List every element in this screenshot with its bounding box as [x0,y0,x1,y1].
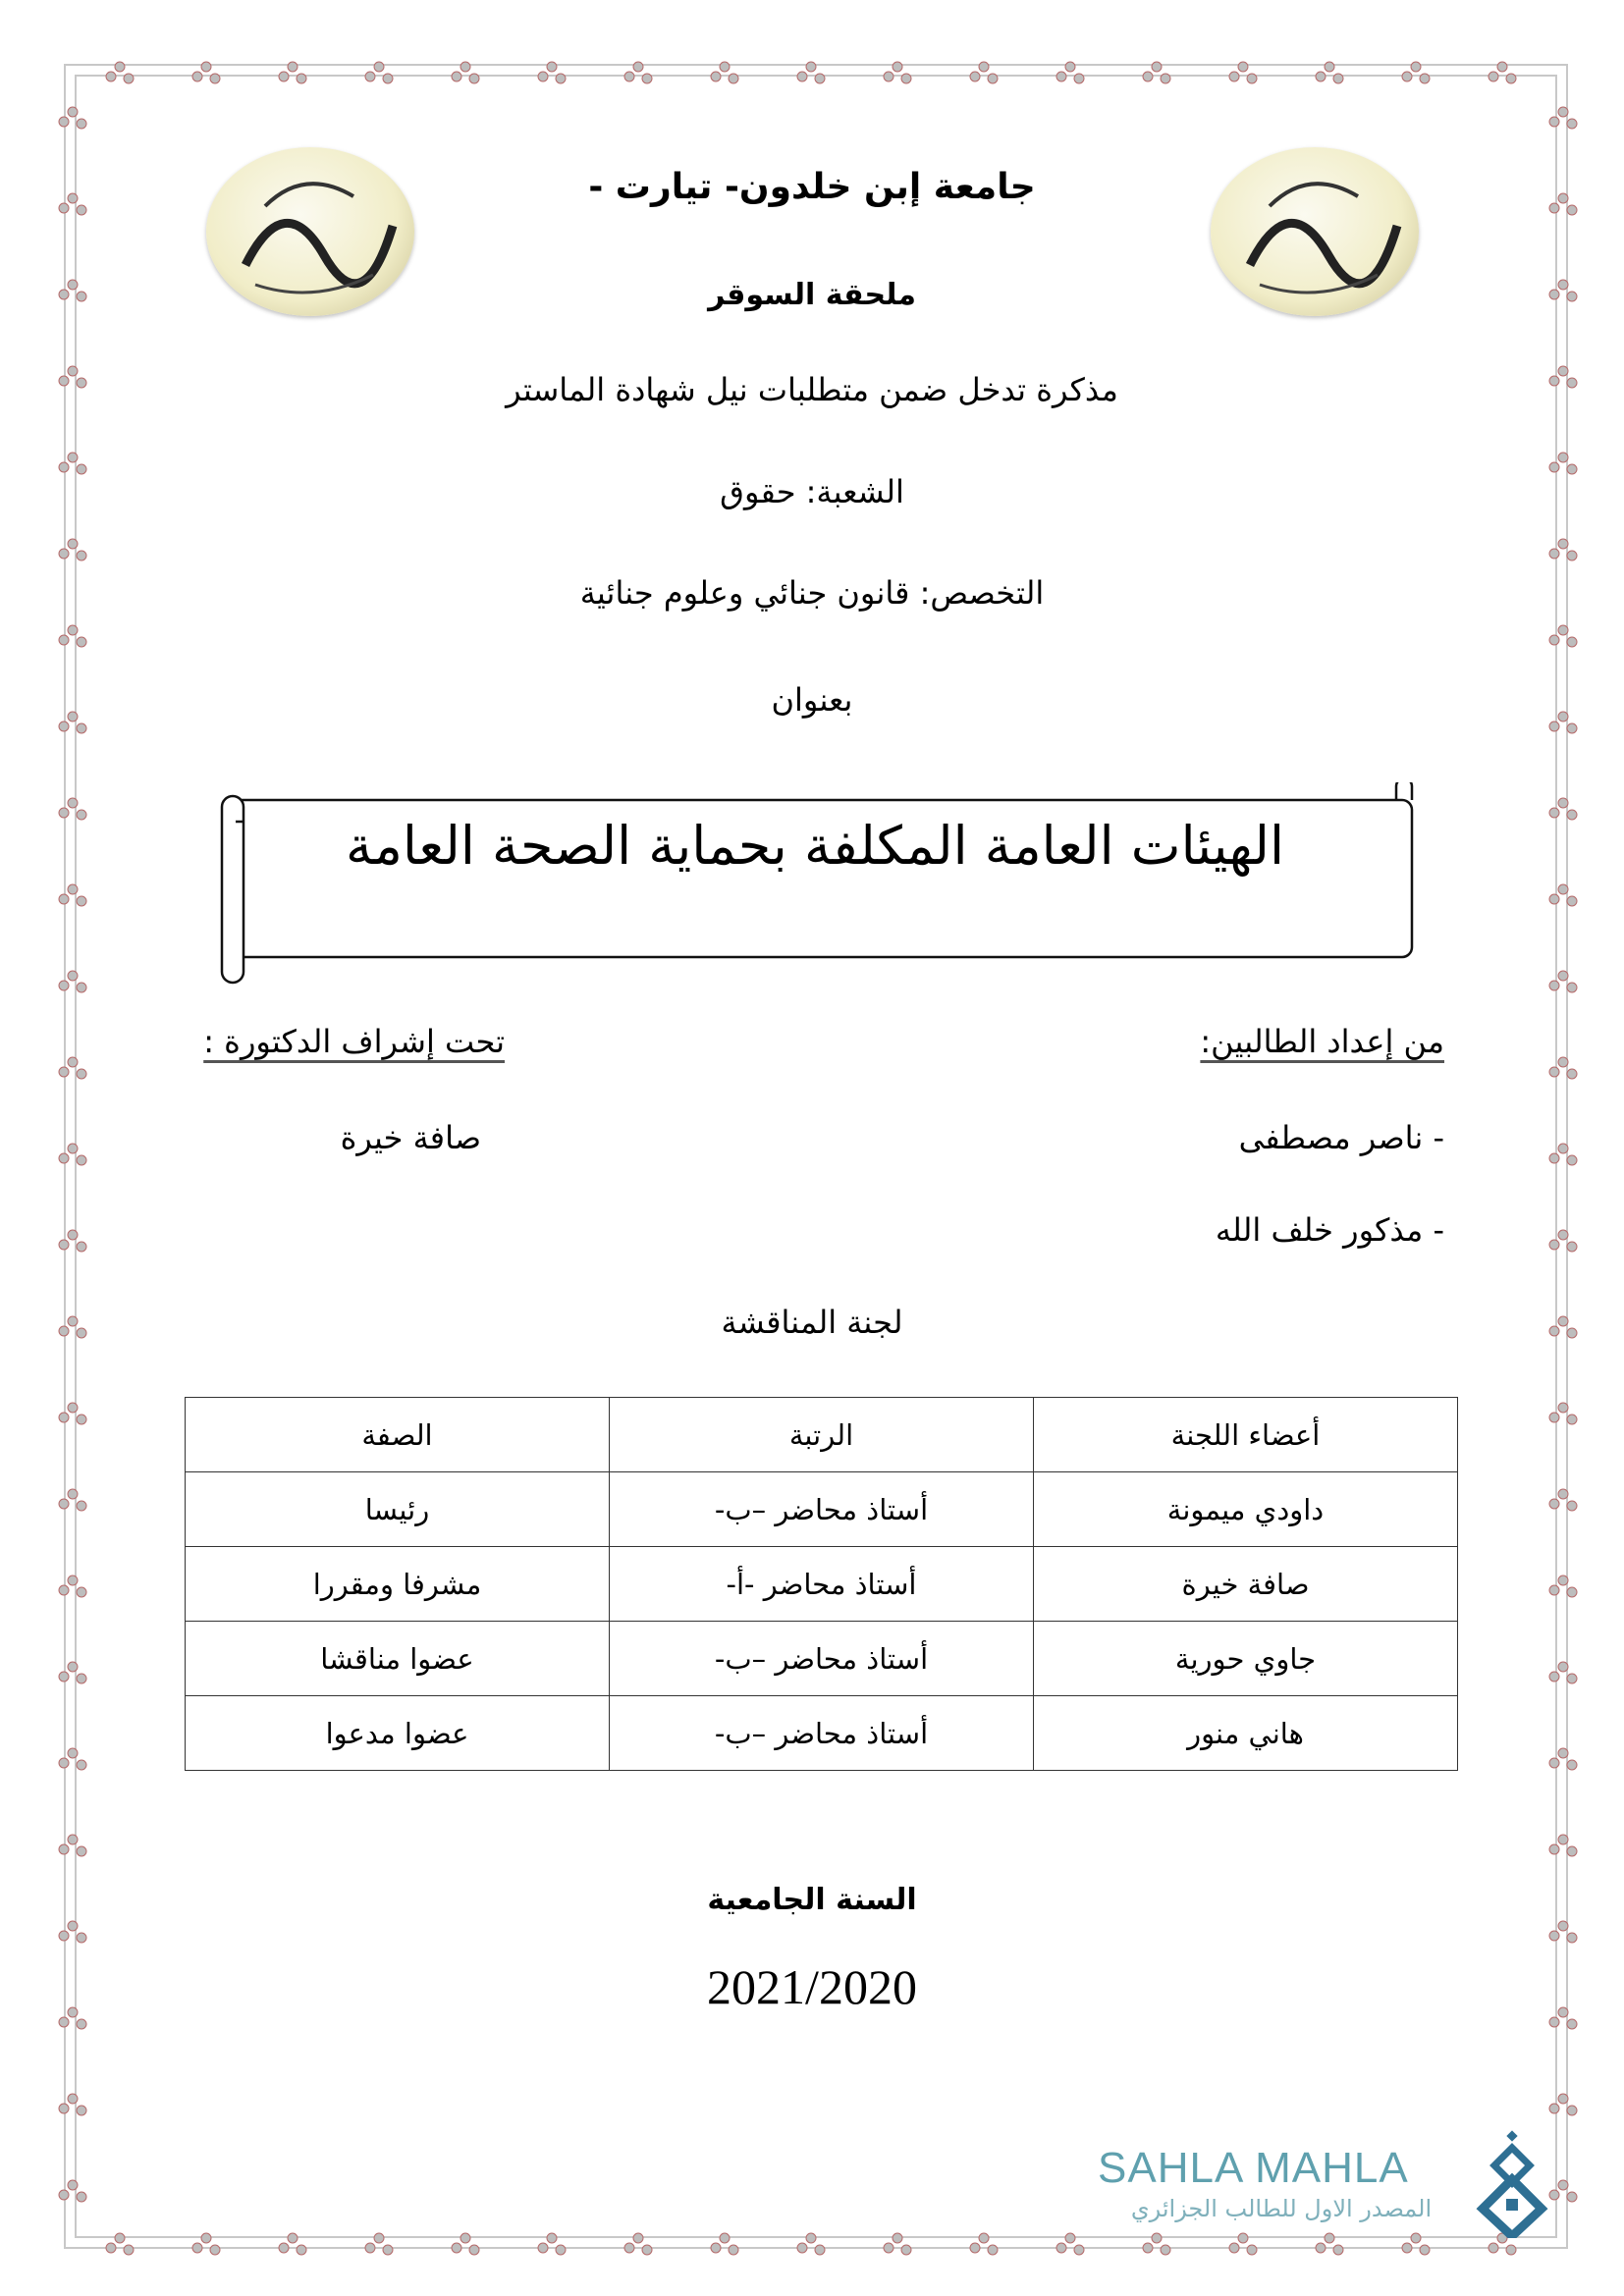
border-dot [77,551,86,561]
border-dot [538,72,548,81]
supervisor-label: تحت إشراف الدكتورة : [203,1023,505,1060]
border-dot [1056,2243,1066,2253]
border-dot [1074,74,1084,83]
border-dot [201,62,211,72]
border-dot [374,2233,384,2243]
border-dot [1567,2019,1577,2029]
border-dot [970,72,980,81]
border-dot [1229,72,1239,81]
author-name: - مذكور خلف الله [1215,1211,1444,1249]
border-dot [59,2104,69,2113]
border-dot [59,635,69,645]
border-dot [1567,723,1577,733]
member-name: هاني منور [1034,1696,1458,1771]
column-header: الصفة [186,1398,610,1472]
border-dot [1229,2243,1239,2253]
border-dot [1549,2104,1559,2113]
border-dot [452,72,461,81]
border-dot [1549,117,1559,127]
border-dot [59,2190,69,2200]
watermark-brand: SAHLA MAHLA [1098,2144,1409,2192]
border-dot [59,1413,69,1422]
border-dot [1567,896,1577,906]
border-dot [1567,2192,1577,2202]
border-dot [547,2233,557,2243]
border-dot [979,62,989,72]
border-dot [68,453,78,462]
border-dot [115,2233,125,2243]
border-dot [124,2245,134,2255]
border-dot [288,62,298,72]
border-dot [1549,1931,1559,1941]
border-dot [1316,72,1326,81]
border-dot [1558,2180,1568,2190]
border-dot [1567,1674,1577,1683]
border-dot [1420,2245,1430,2255]
border-dot [720,2233,730,2243]
border-dot [1506,2245,1516,2255]
border-dot [1549,549,1559,559]
border-dot [1402,2243,1412,2253]
border-dot [1549,981,1559,990]
border-dot [1143,2243,1153,2253]
border-dot [1402,72,1412,81]
border-dot [729,2245,738,2255]
border-dot [633,2233,643,2243]
border-dot [59,981,69,990]
border-dot [1333,2245,1343,2255]
border-dot [1549,1585,1559,1595]
border-dot [77,1846,86,1856]
border-dot [988,74,998,83]
border-dot [59,117,69,127]
border-dot [1558,625,1568,635]
border-dot [124,74,134,83]
table-header-row [186,1398,1458,1472]
border-dot [68,1403,78,1413]
border-dot [77,1155,86,1165]
border-dot [77,2192,86,2202]
border-dot [1152,62,1162,72]
border-dot [77,810,86,820]
border-dot [1549,1153,1559,1163]
author-name: - ناصر مصطفى [1238,1119,1444,1156]
border-dot [77,637,86,647]
border-dot [1558,1921,1568,1931]
border-dot [77,1760,86,1770]
column-header: أعضاء اللجنة [1034,1398,1458,1472]
border-dot [1161,2245,1170,2255]
border-dot [77,1242,86,1252]
border-dot [68,1835,78,1844]
border-dot [1143,72,1153,81]
university-name: جامعة إبن خلدون- تيارت - [588,167,1036,207]
border-dot [1558,1748,1568,1758]
border-dot [1558,1230,1568,1240]
border-dot [633,62,643,72]
border-dot [68,798,78,808]
border-dot [1567,1501,1577,1511]
border-dot [115,62,125,72]
border-dot [1567,637,1577,647]
border-dot [68,1057,78,1067]
border-dot [1567,1587,1577,1597]
border-dot [77,1069,86,1079]
sahla-mahla-watermark [1090,2130,1551,2238]
border-dot [68,1489,78,1499]
border-dot [1549,2017,1559,2027]
border-dot [1567,1242,1577,1252]
member-rank: أستاذ محاضر –ب- [610,1622,1034,1696]
border-dot [68,1748,78,1758]
border-dot [1247,74,1257,83]
member-name: صافة خيرة [1034,1547,1458,1622]
border-dot [1325,62,1334,72]
border-dot [547,62,557,72]
border-dot [711,72,721,81]
authors-label: من إعداد الطالبين: [1200,1023,1444,1060]
border-dot [556,2245,566,2255]
column-header: الرتبة [610,1398,1034,1472]
border-dot [374,62,384,72]
border-dot [201,2233,211,2243]
border-dot [1558,1144,1568,1153]
border-dot [1549,721,1559,731]
border-dot [797,2243,807,2253]
border-dot [192,2243,202,2253]
border-dot [1567,1760,1577,1770]
border-dot [68,107,78,117]
border-dot [59,1499,69,1509]
border-dot [1567,1069,1577,1079]
border-dot [1489,72,1498,81]
border-dot [979,2233,989,2243]
border-dot [711,2243,721,2253]
academic-year-label: السنة الجامعية [707,1883,917,1917]
border-dot [1558,453,1568,462]
border-dot [59,2017,69,2027]
border-dot [383,74,393,83]
border-dot [365,2243,375,2253]
border-dot [1549,1758,1559,1768]
border-dot [59,1672,69,1682]
border-dot [1238,62,1248,72]
table-row [186,1622,1458,1696]
border-dot [68,1662,78,1672]
border-dot [1316,2243,1326,2253]
border-dot [1558,1575,1568,1585]
border-dot [77,1674,86,1683]
border-dot [884,72,893,81]
member-role: عضوا مناقشا [186,1622,610,1696]
border-dot [901,2245,911,2255]
border-dot [1411,62,1421,72]
border-dot [729,74,738,83]
supervisor-name: صافة خيرة [340,1119,481,1156]
border-dot [1567,1155,1577,1165]
border-dot [1549,462,1559,472]
border-dot [68,2094,78,2104]
border-dot [1558,1662,1568,1672]
border-dot [1549,1240,1559,1250]
border-dot [59,462,69,472]
border-dot [1558,1835,1568,1844]
border-dot [624,72,634,81]
border-dot [642,74,652,83]
member-rank: أستاذ محاضر –ب- [610,1696,1034,1771]
border-dot [68,625,78,635]
border-dot [68,884,78,894]
border-dot [556,74,566,83]
border-dot [1247,2245,1257,2255]
annex-name: ملحقة السوقر [708,278,916,312]
border-dot [815,2245,825,2255]
border-dot [460,2233,470,2243]
border-dot [77,1933,86,1943]
academic-year: 2021/2020 [707,1959,917,2014]
border-dot [210,2245,220,2255]
border-dot [1056,72,1066,81]
border-dot [988,2245,998,2255]
border-dot [1420,74,1430,83]
border-dot [538,2243,548,2253]
border-dot [1558,971,1568,981]
specialty: التخصص: قانون جنائي وعلوم جنائية [579,574,1045,612]
border-dot [68,971,78,981]
border-dot [1549,1672,1559,1682]
border-dot [77,1587,86,1597]
member-rank: أستاذ محاضر –ب- [610,1472,1034,1547]
member-name: جاوي حورية [1034,1622,1458,1696]
border-dot [59,894,69,904]
member-name: داودي ميمونة [1034,1472,1458,1547]
border-dot [68,1230,78,1240]
border-dot [1567,1933,1577,1943]
border-dot [1506,74,1516,83]
border-dot [797,72,807,81]
border-dot [460,62,470,72]
border-dot [68,539,78,549]
border-dot [469,2245,479,2255]
thesis-intro: مذكرة تدخل ضمن متطلبات نيل شهادة الماستر [506,371,1118,408]
border-dot [452,2243,461,2253]
border-dot [210,74,220,83]
member-rank: أستاذ محاضر -أ- [610,1547,1034,1622]
border-dot [59,1758,69,1768]
border-dot [624,2243,634,2253]
border-dot [297,74,306,83]
border-dot [1558,1057,1568,1067]
border-dot [1567,1846,1577,1856]
border-dot [77,2106,86,2115]
border-dot [59,549,69,559]
border-dot [720,62,730,72]
border-dot [1558,2094,1568,2104]
border-dot [1567,2106,1577,2115]
member-role: رئيسا [186,1472,610,1547]
titled-label: بعنوان [771,681,853,719]
border-dot [1558,1489,1568,1499]
border-dot [1558,539,1568,549]
table-row [186,1472,1458,1547]
border-dot [59,721,69,731]
border-dot [279,2243,289,2253]
border-dot [59,1931,69,1941]
border-dot [383,2245,393,2255]
border-dot [1558,107,1568,117]
border-dot [1549,808,1559,818]
border-dot [77,2019,86,2029]
border-dot [77,983,86,992]
committee-title: لجنة المناقشة [721,1304,903,1341]
border-dot [901,74,911,83]
border-dot [59,808,69,818]
thesis-title: الهيئات العامة المكلفة بحماية الصحة العامة [346,815,1284,877]
border-dot [1558,884,1568,894]
border-dot [1558,798,1568,808]
border-dot [806,62,816,72]
border-dot [297,2245,306,2255]
branch: الشعبة: حقوق [720,473,904,510]
watermark-tagline: المصدر الاول للطالب الجزائري [1130,2195,1433,2222]
border-dot [279,72,289,81]
border-dot [59,1240,69,1250]
border-dot [1549,1413,1559,1422]
border-dot [1489,2243,1498,2253]
border-dot [893,62,902,72]
border-dot [1549,894,1559,904]
border-dot [1549,1067,1559,1077]
border-dot [59,1585,69,1595]
watermark-emblem-icon [1473,2130,1551,2238]
border-dot [68,1144,78,1153]
committee-table [185,1397,1458,1771]
border-dot [1558,1403,1568,1413]
table-row [186,1547,1458,1622]
border-dot [77,723,86,733]
border-dot [77,1415,86,1424]
border-dot [77,896,86,906]
border-dot [192,72,202,81]
border-dot [288,2233,298,2243]
border-dot [1567,983,1577,992]
table-row [186,1696,1458,1771]
border-dot [106,72,116,81]
border-dot [1161,74,1170,83]
border-dot [884,2243,893,2253]
border-dot [365,72,375,81]
border-dot [77,119,86,129]
border-dot [59,1844,69,1854]
border-dot [1567,810,1577,820]
title-scroll-frame [218,782,1418,987]
border-dot [1497,62,1507,72]
border-dot [1549,635,1559,645]
border-dot [1567,119,1577,129]
border-dot [68,2180,78,2190]
border-dot [642,2245,652,2255]
border-dot [893,2233,902,2243]
border-dot [59,1153,69,1163]
border-dot [1549,1499,1559,1509]
member-role: عضوا مدعوا [186,1696,610,1771]
border-dot [469,74,479,83]
border-dot [77,1501,86,1511]
border-dot [68,1575,78,1585]
border-dot [806,2233,816,2243]
border-dot [1567,1415,1577,1424]
member-role: مشرفا ومقررا [186,1547,610,1622]
border-dot [1333,74,1343,83]
border-dot [815,74,825,83]
border-dot [1065,2233,1075,2243]
border-dot [59,1067,69,1077]
border-dot [1567,551,1577,561]
border-dot [1074,2245,1084,2255]
border-dot [1065,62,1075,72]
border-dot [106,2243,116,2253]
border-dot [970,2243,980,2253]
border-dot [1549,1844,1559,1854]
border-dot [68,1921,78,1931]
